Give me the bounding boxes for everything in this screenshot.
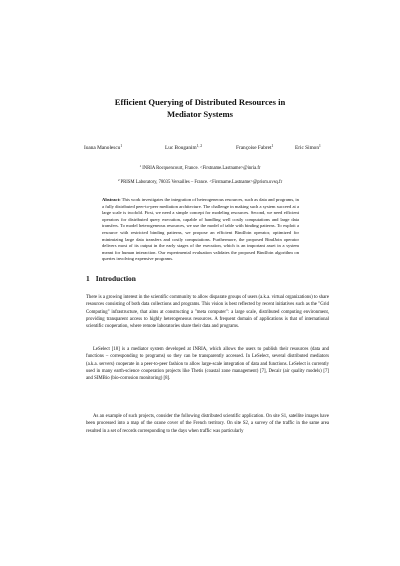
body-paragraph: As an example of such projects, consider the following distributed scientific application. On site S1, satellite images have been processed into a map of the ozone cover of the French territory. On site S2, a survey of the traffic in the same area resulted in a set of records corresponding to the days when traffic was particularly	[86, 414, 329, 434]
affiliation-text: PRISM Laboratory, 78035 Versailles – France. <Firstname.Lastname>@prism.uvsq.fr	[120, 180, 283, 185]
author-name: Luc Bouganim	[165, 145, 197, 151]
affiliation	[0, 162, 400, 173]
author	[84, 141, 122, 153]
body-paragraph: There is a growing interest in the scientific community to allow disparate groups of users (a.k.a. virtual organizations) to share resources consisting of both data collections and programs. This vision is best reflected by recent initiatives such as the "Grid Computing" infrastructure, that aims at constructing a "meta computer": a large scale, distributed computing environment, providing transparent access to highly heterogeneous resources. A frequent domain of applications is that of international scientific cooperation, where remote laboratories share their data and programs.	[86, 295, 329, 330]
author	[295, 141, 321, 153]
affiliation-mark: 2	[117, 178, 120, 182]
author-name: Françoise Fabret	[236, 145, 272, 151]
section-heading	[86, 274, 136, 284]
paper-title	[60, 96, 340, 120]
section-title: Introduction	[95, 274, 136, 283]
abstract	[102, 197, 299, 263]
abstract-label: Abstract:	[102, 197, 121, 202]
author-affiliation-mark: 1	[318, 144, 321, 148]
affiliation-text: INRIA Rocquencourt, France. <Firstname.Lastname>@inria.fr	[142, 166, 261, 171]
author-name: Eric Simon	[295, 145, 319, 151]
author-list	[84, 141, 334, 153]
author-affiliation-mark: 1	[271, 144, 274, 148]
author-affiliation-mark: 1, 2	[196, 144, 203, 148]
section-number: 1	[86, 274, 90, 283]
author-affiliation-mark: 1	[120, 144, 123, 148]
author-name: Ioana Manolescu	[84, 145, 121, 151]
author	[165, 141, 202, 153]
title-line-2: Mediator Systems	[167, 109, 233, 119]
affiliation	[0, 176, 400, 187]
abstract-text: This work investigates the integration of heterogeneous resources, such as data and programs, in a fully distributed peer-to-peer mediation architecture. The challenge in making such a system succeed at a large scale is twofold. First, we need a simple concept for modeling resources. Second, we need efficient operators for distributed query execution, capable of handling well costly computations and large data transfers. To model heterogeneous resources, we use the model of table with binding patterns. To exploit a resource with restricted binding patterns, we propose an efficient BindJoin operator, optimized for minimizing large data transfers and costly computations. Furthermore, the proposed BindJoin operator delivers most of its output in the early stages of the execution, which is an important asset in a system meant for human interaction. Our experimental evaluation validates the proposed BindJoin algorithm on queries involving expensive programs.	[102, 197, 299, 262]
title-line-1: Efficient Querying of Distributed Resources in	[114, 97, 286, 107]
affiliation-mark: 1	[139, 164, 142, 168]
body-paragraph: LeSelect [18] is a mediator system developed at INRIA, which allows the users to publish their resources (data and functions – corresponding to programs) so they can be transparently accessed. In LeSelect, several distributed mediators (a.k.a. servers) cooperate in a peer-to-peer fashion to allow large-scale integration of data and functions. LeSelect is currently used in many earth-science cooperation projects like Thetis (coastal zone management) [7], Decair (air quality models) [7] and SIMBio (bio-corrosion monitoring) [8].	[86, 347, 329, 382]
author	[236, 141, 273, 153]
